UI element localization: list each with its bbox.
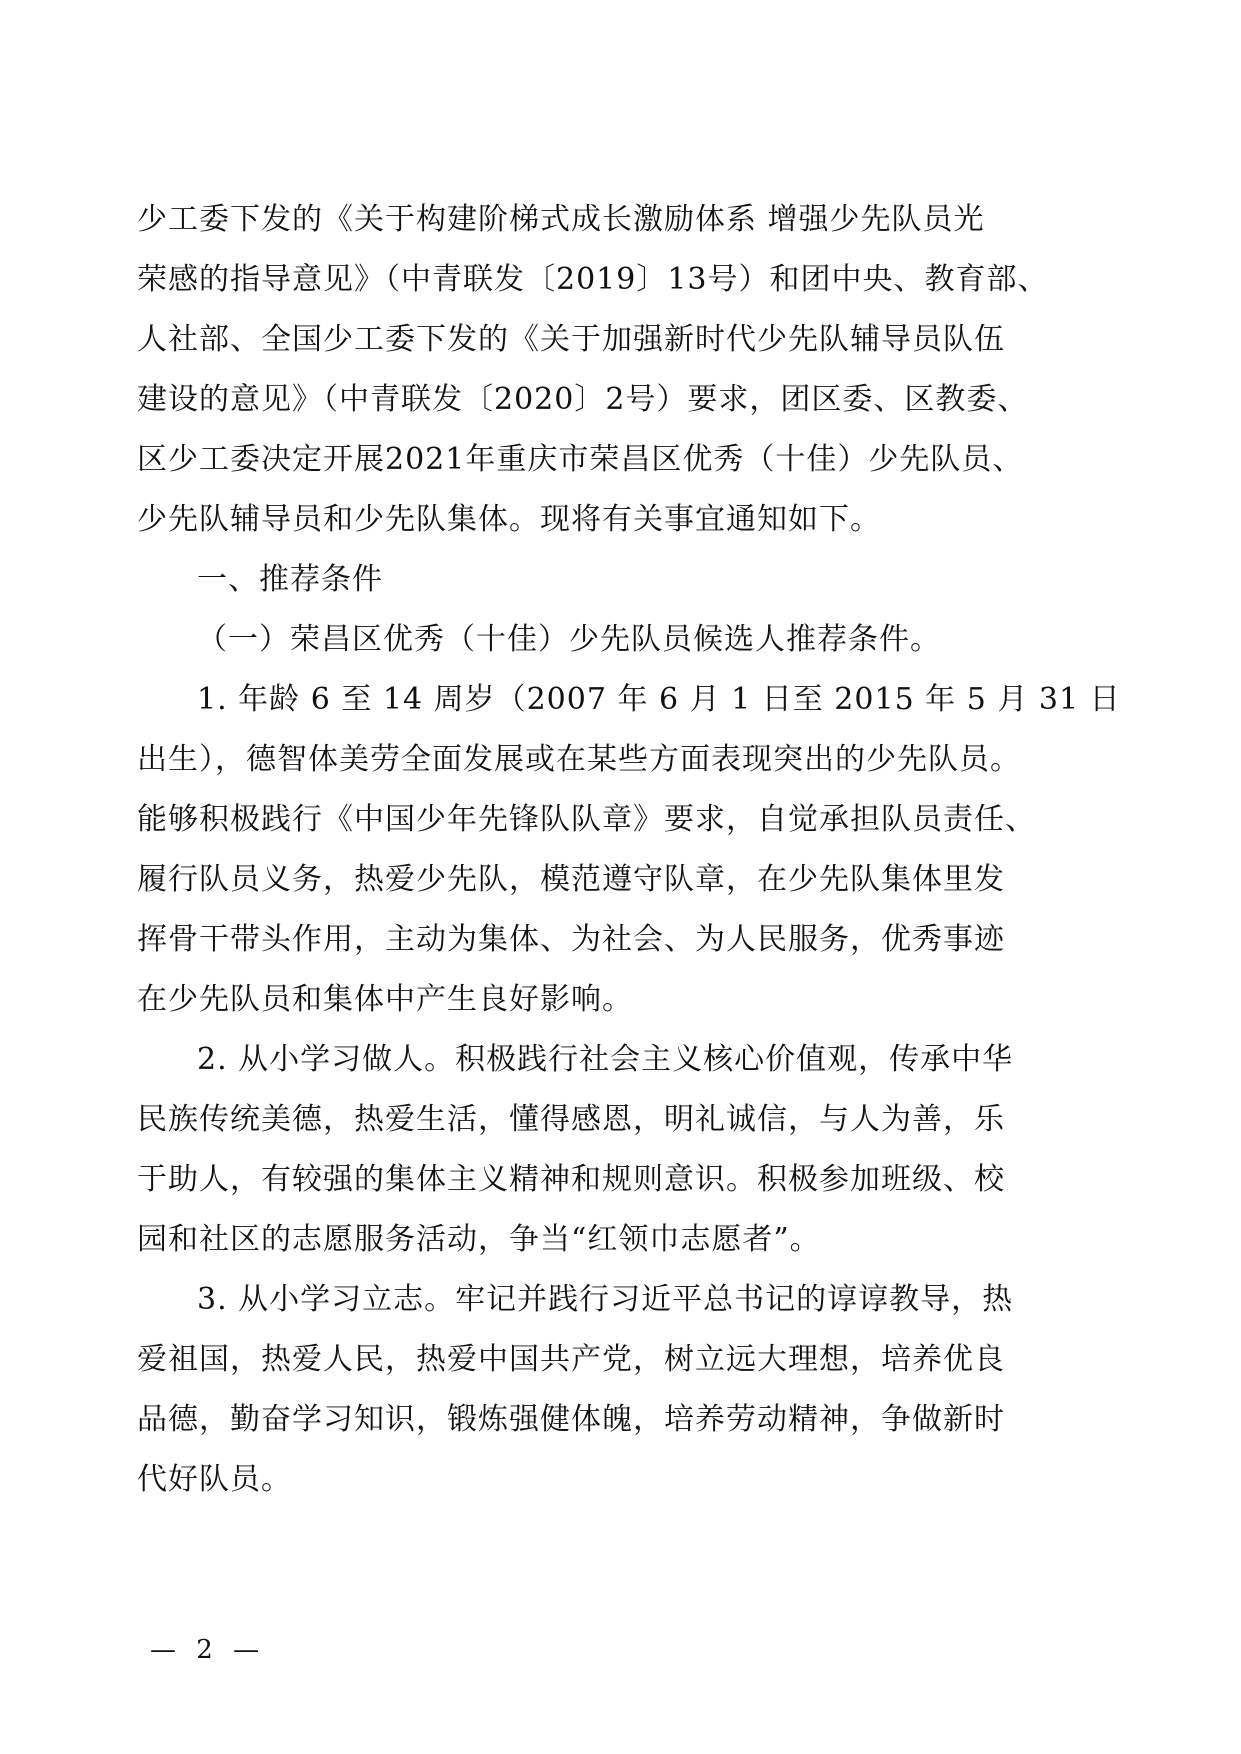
body-line: 园和社区的志愿服务活动，争当“红领巾志愿者”。 xyxy=(137,1222,821,1257)
body-line: 建设的意见》（中青联发〔2020〕2号）要求，团区委、区教委、 xyxy=(137,382,1029,417)
body-line: 履行队员义务，热爱少先队，模范遵守队章，在少先队集体里发 xyxy=(137,862,1005,897)
list-item-3-line: 3. 从小学习立志。牢记并践行习近平总书记的谆谆教导，热 xyxy=(197,1282,1014,1317)
body-line: 区少工委决定开展2021年重庆市荣昌区优秀（十佳）少先队员、 xyxy=(137,442,1024,477)
body-line: 品德，勤奋学习知识，锻炼强健体魄，培养劳动精神，争做新时 xyxy=(137,1402,1005,1437)
body-line: 民族传统美德，热爱生活，懂得感恩，明礼诚信，与人为善，乐 xyxy=(137,1102,1005,1137)
body-line: 在少先队员和集体中产生良好影响。 xyxy=(137,982,633,1017)
subsection-heading: （一）荣昌区优秀（十佳）少先队员候选人推荐条件。 xyxy=(197,622,941,657)
body-line: 爱祖国，热爱人民，热爱中国共产党，树立远大理想，培养优良 xyxy=(137,1342,1005,1377)
body-line: 出生），德智体美劳全面发展或在某些方面表现突出的少先队员。 xyxy=(137,742,1021,777)
body-line: 荣感的指导意见》（中青联发〔2019〕13号）和团中央、教育部、 xyxy=(137,262,1049,297)
list-item-1-line: 1. 年龄 6 至 14 周岁（2007 年 6 月 1 日至 2015 年 5 月 31 日 xyxy=(197,682,1121,717)
body-line: 能够积极践行《中国少年先锋队队章》要求，自觉承担队员责任、 xyxy=(137,802,1036,837)
body-line: 代好队员。 xyxy=(137,1462,292,1497)
page-number: — 2 — xyxy=(150,1635,266,1665)
list-item-2-line: 2. 从小学习做人。积极践行社会主义核心价值观，传承中华 xyxy=(197,1042,1014,1077)
body-line: 人社部、全国少工委下发的《关于加强新时代少先队辅导员队伍 xyxy=(137,322,1005,357)
body-line: 挥骨干带头作用，主动为集体、为社会、为人民服务，优秀事迹 xyxy=(137,922,1005,957)
body-line: 少先队辅导员和少先队集体。现将有关事宜通知如下。 xyxy=(137,502,881,537)
body-line: 少工委下发的《关于构建阶梯式成长激励体系 增强少先队员光 xyxy=(137,202,985,237)
section-heading: 一、推荐条件 xyxy=(197,562,383,597)
body-line: 于助人，有较强的集体主义精神和规则意识。积极参加班级、校 xyxy=(137,1162,1005,1197)
